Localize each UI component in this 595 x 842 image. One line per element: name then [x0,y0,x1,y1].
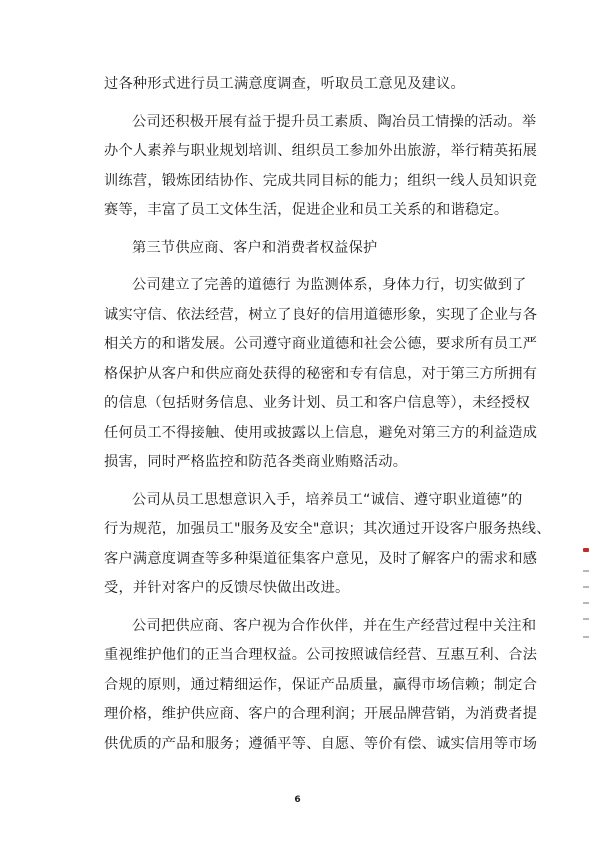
paragraph [104,612,538,760]
text-line: 过各种形式进行员工满意度调查，听取员工意见及建议。 [104,76,465,92]
gray-tick [583,602,589,604]
page-number: 6 [294,795,301,805]
text-line: 任何员工不得接触、使用或披露以上信息，避免对第三方的利益造成 [104,424,538,441]
text-line: 客户满意度调查等多种渠道征集客户意见，及时了解客户的需求和感 [104,550,538,567]
text-line: 合规的原则，通过精细运作，保证产品质量，赢得市场信赖；制定合 [104,676,538,693]
text-line: 行为规范，加强员工"服务及安全"意识；其次通过开设客户服务热线、 [104,521,551,537]
text-line: 诚实守信、依法经营，树立了良好的信用道德形象，实现了企业与各 [104,306,538,323]
text-line: 公司建立了完善的道德行 为监测体系，身体力行，切实做到了 [132,277,527,293]
text-line: 的信息（包括财务信息、业务计划、员工和客户信息等），未经授权 [104,395,531,411]
text-line: 训练营，锻炼团结协作、完成共同目标的能力；组织一线人员知识竞 [104,172,538,189]
document-body [104,70,551,767]
text-line: 公司从员工思想意识入手，培养员工“诚信、遵守职业道德”的 [132,491,523,508]
text-line: 第三节供应商、客户和消费者权益保护 [132,239,378,256]
gray-tick [583,618,589,620]
text-line: 损害，同时严格监控和防范各类商业贿赂活动。 [104,454,408,470]
paragraph [104,108,538,226]
text-line: 重视维护他们的正当合理权益。公司按照诚信经营、互惠互利、合法 [104,647,538,663]
paragraph [104,486,551,604]
text-line: 办个人素养与职业规划培训、组织员工参加外出旅游，举行精英拓展 [104,143,538,159]
gray-tick [583,586,589,588]
text-line: 理价格，维护供应商、客户的合理利润；开展品牌营销，为消费者提 [104,706,538,722]
text-line: 供优质的产品和服务；遵循平等、自愿、等价有偿、诚实信用等市场 [104,735,538,752]
text-line: 受，并针对客户的反馈尽快做出改进。 [104,580,350,596]
edge-scan-mark [581,548,591,648]
text-line: 公司把供应商、客户视为合作伙伴，并在生产经营过程中关注和 [132,617,537,634]
text-line: 公司还积极开展有益于提升员工素质、陶冶员工情操的活动。举 [132,113,537,130]
text-line: 相关方的和谐发展。公司遵守商业道德和社会公德，要求所有员工严 [104,336,538,352]
text-line: 格保护从客户和供应商处获得的秘密和专有信息，对于第三方所拥有 [104,365,538,382]
text-line: 赛等，丰富了员工文体生活，促进企业和员工关系的和谐稳定。 [104,202,509,218]
paragraph [104,234,497,264]
red-mark [583,548,589,552]
paragraph [104,70,497,100]
gray-tick [583,570,589,572]
gray-tick [583,636,589,638]
paragraph [104,271,538,478]
